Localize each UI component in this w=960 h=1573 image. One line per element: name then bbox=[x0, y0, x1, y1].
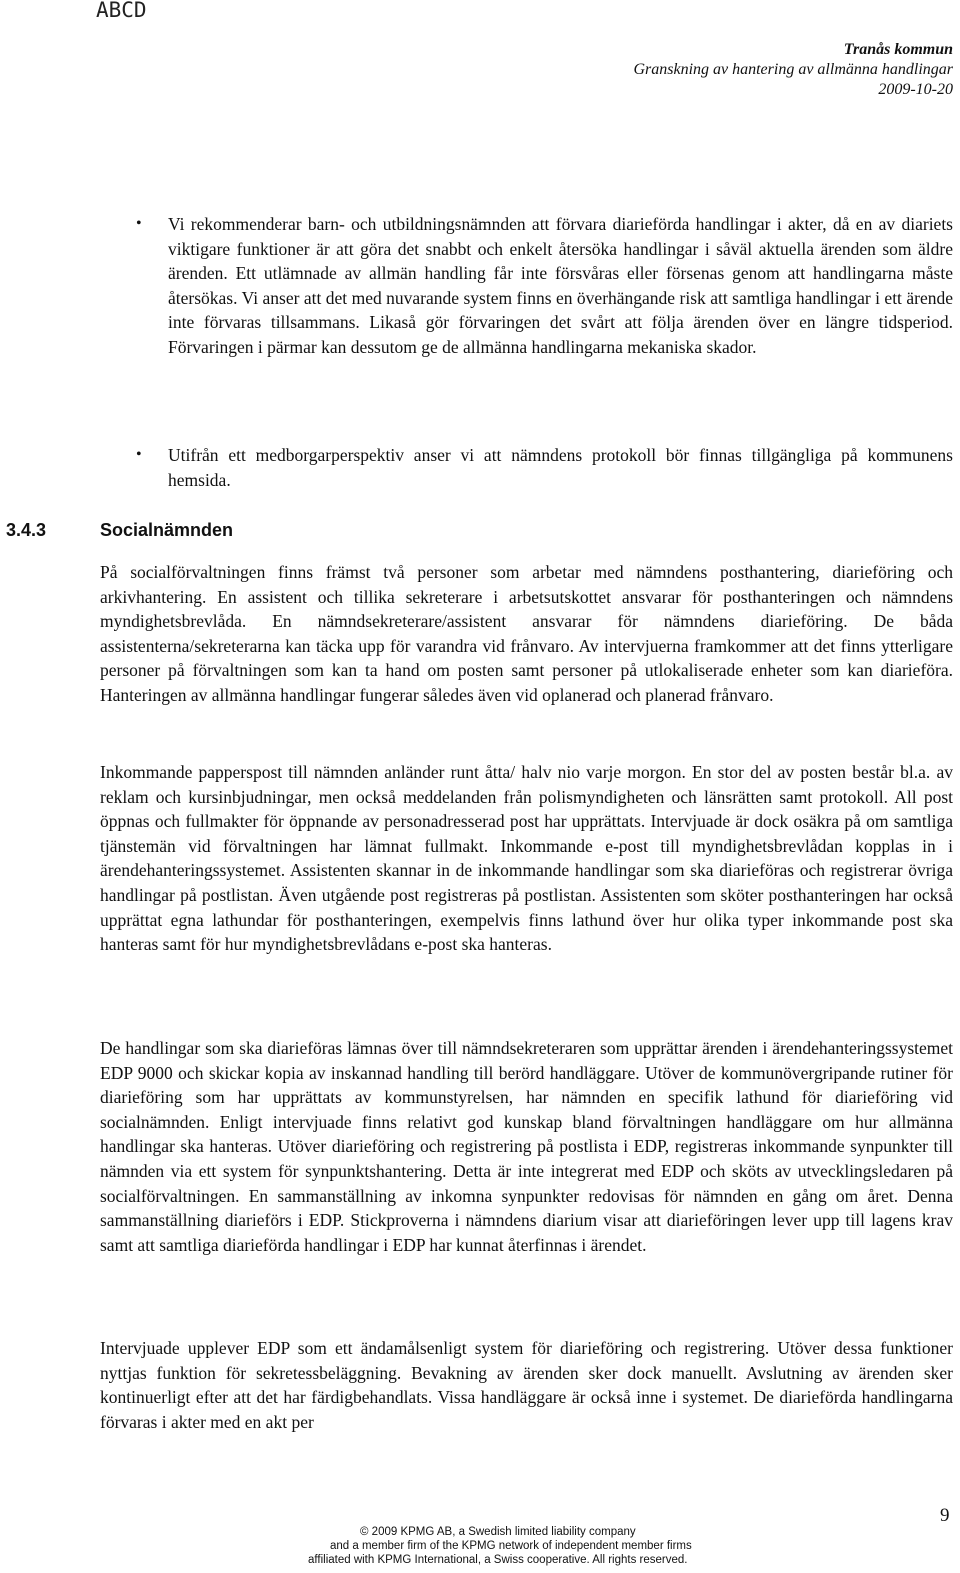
bullet-item: Utifrån ett medborgarperspektiv anser vi att nämndens protokoll bör finnas tillgängliga på kommunens hemsida. bbox=[168, 445, 953, 490]
bullet-item: Vi rekommenderar barn- och utbildningsnämnden att förvara diarieförda handlingar i akter, då en av diariets viktigare funktioner är att göra det snabbt och enkelt återsöka handlingar i såväl aktuella ärenden som äldre ärenden. Ett utlämnade av allmän handling får inte försvåras eller försenas genom att handlingarna måste återsökas. Vi anser att det med nuvarande system finns en överhängande risk att samtliga handlingar i ett ärende inte förvaras tillsammans. Likaså gör förvaringen det svårt att följa ärenden över en längre tidsperiod. Förvaringen i pärmar kan dessutom ge de allmänna handlingarna mekaniska skador. bbox=[168, 214, 953, 357]
top-label: ABCD bbox=[96, 0, 147, 22]
page-number: 9 bbox=[940, 1505, 950, 1526]
footer-line: © 2009 KPMG AB, a Swedish limited liability company bbox=[360, 1526, 636, 1538]
section-title: Socialnämnden bbox=[100, 520, 234, 540]
header-date: 2009-10-20 bbox=[878, 81, 953, 98]
section-number: 3.4.3 bbox=[6, 520, 47, 540]
bullet-marker: • bbox=[136, 446, 142, 463]
bullet-marker: • bbox=[136, 215, 142, 232]
header-organization: Tranås kommun bbox=[843, 41, 953, 58]
page-header bbox=[633, 40, 953, 100]
body-paragraph: Inkommande papperspost till nämnden anländer runt åtta/ halv nio varje morgon. En stor del av posten består bl.a. av reklam och kursinbjudningar, men också meddelanden från polismyndigheten och länsrätten samt protokoll. All post öppnas och fullmakter för öppnande av personadresserad post har upprättats. Intervjuade är dock osäkra på om samtliga tjänstemän vid förvaltningen har lämnat fullmakt. Inkommande e-post till myndighetsbrevlådan kopplas in i ärendehanteringssystemet. Assistenten skannar in de inkommande handlingar som ska diarieföras och registrerar övriga handlingar på postlistan. Även utgående post registreras på postlistan. Assistenten som sköter posthanteringen har också upprättat egna lathundar för posthanteringen, exempelvis finns lathund över hur olika typer inkommande post ska hanteras samt för hur myndighetsbrevlådans e-post ska hanteras. bbox=[100, 762, 953, 955]
body-paragraph: På socialförvaltningen finns främst två personer som arbetar med nämndens posthantering, diarieföring och arkivhantering. En assistent och tillika sekreterare i arbetsutskottet ansvarar för posthanteringen och nämndens myndighetsbrevlåda. En nämndsekreterare/assistent ansvarar för nämndens diarieföring. De båda assistenterna/sekreterarna kan täcka upp för varandra vid frånvaro. Av intervjuerna framkommer att det finns ytterligare personer på förvaltningen som kan ta hand om posten samt personer på utlokaliserade enheter som kan diarieföra. Hanteringen av allmänna handlingar fungerar således även vid oplanerad och planerad frånvaro. bbox=[100, 562, 953, 705]
page-footer bbox=[308, 1525, 728, 1567]
footer-line: and a member firm of the KPMG network of independent member firms bbox=[330, 1540, 692, 1552]
footer-line: affiliated with KPMG International, a Swiss cooperative. All rights reserved. bbox=[308, 1554, 688, 1566]
header-subtitle: Granskning av hantering av allmänna handlingar bbox=[633, 61, 953, 78]
body-paragraph: Intervjuade upplever EDP som ett ändamålsenligt system för diarieföring och registrering. Utöver dessa funktioner nyttjas funktion för sekretessbeläggning. Bevakning av ärenden sker dock manuellt. Avslutning av ärenden sker kontinuerligt efter att det har färdigbehandlats. Vissa handläggare är också inne i systemet. De diarieförda handlingarna förvaras i akter med en akt per bbox=[100, 1338, 953, 1432]
body-paragraph: De handlingar som ska diarieföras lämnas över till nämndsekreteraren som upprättar ärenden i ärendehanteringssystemet EDP 9000 och skickar kopia av inskannad handling till berörd handläggare. Utöver de kommunövergripande rutiner för diarieföring som har upprättats av kommunstyrelsen, har nämnden en specifik lathund för diarieföring vid socialnämnden. Enligt intervjuade finns relativt god kunskap bland förvaltningen handläggare om hur allmänna handlingar ska hanteras. Utöver diarieföring och registrering på postlista i EDP, registreras inkommande synpunkter till nämnden via ett system för synpunktshantering. Detta är inte integrerat med EDP och sköts av utvecklingsledaren på socialförvaltningen. En sammanställning av inkomna synpunkter redovisas för nämnden en gång om året. Denna sammanställning diarieförs i EDP. Stickproverna i nämndens diarium visar att diarieföringen lever upp till lagens krav samt att samtliga diarieförda handlingar i EDP har kunnat återfinnas i ärendet. bbox=[100, 1038, 953, 1255]
